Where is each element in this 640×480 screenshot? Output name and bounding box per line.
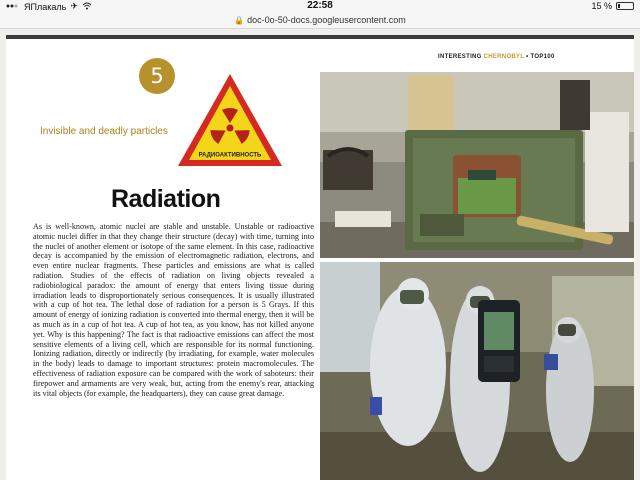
- battery-icon: [616, 2, 634, 10]
- photo-dosimeter-case: [320, 72, 634, 258]
- carrier-name: ЯПлакаль: [24, 1, 67, 12]
- airplane-icon: ✈: [70, 1, 78, 11]
- article-subtitle: Invisible and deadly particles: [40, 126, 168, 137]
- header-accent: CHERNOBYL: [483, 54, 525, 60]
- section-header: [438, 54, 555, 60]
- article-title: Radiation: [111, 185, 221, 213]
- status-right: [591, 1, 634, 11]
- lock-icon: 🔒: [234, 16, 245, 25]
- radiation-warning-sign: [176, 72, 284, 173]
- top-rule: [6, 35, 634, 39]
- sign-text: РАДИОАКТИВНОСТЬ: [198, 152, 262, 159]
- header-prefix: INTERESTING: [438, 54, 482, 60]
- url-text: doc-0o-50-docs.googleusercontent.com: [247, 15, 406, 25]
- address-bar[interactable]: [0, 14, 640, 29]
- status-bar: [0, 0, 640, 14]
- document-page[interactable]: [6, 35, 634, 480]
- header-suffix: • TOP100: [526, 54, 555, 60]
- clock: 22:58: [307, 0, 333, 11]
- article-body: As is well-known, atomic nuclei are stable and unstable. Unstable or radioactive atomic nuclei differ in that they change their structure (decay) with time, turning into the nuclei of another element or isotope of the same element. In this case, radioactive decay is accompanied by the emission of electromagnetic radiation, electrons, and even entire nuclear fragments. These particles and emissions are what is called radiation. Studies of the effects of radiation on living objects revealed a radiobiological paradox: the amount of energy that enters living tissue during irradiation leads to disproportionately serious consequences. It is usually illustrated with a cup of hot tea. The lethal dose of radiation for a person is 5 Grays. If this amount of energy of ionizing radiation is converted into thermal energy, then it will be as much as in a cup of hot tea. A cup of hot tea, as you know, has not killed anyone yet. Why is this happening? The fact is that radioactive emissions can affect the most sensitive elements of a living cell, which are responsible for its normal functioning. Ionizing radiation, directly or indirectly (by irradiating, for example, water molecules in the body) leads to damage to important structures: protein macromolecules. The effectiveness of radiation exposure can be compared with the work of saboteurs: their firepower and armaments are very weak, but, acting from the enemy's rear, attacking its vital objects (for example, the headquarters), they can cause great damage.: [33, 222, 314, 398]
- battery-percent: 15 %: [591, 1, 612, 11]
- photo-hazmat-team: [320, 262, 634, 480]
- item-number-badge: 5: [139, 58, 175, 94]
